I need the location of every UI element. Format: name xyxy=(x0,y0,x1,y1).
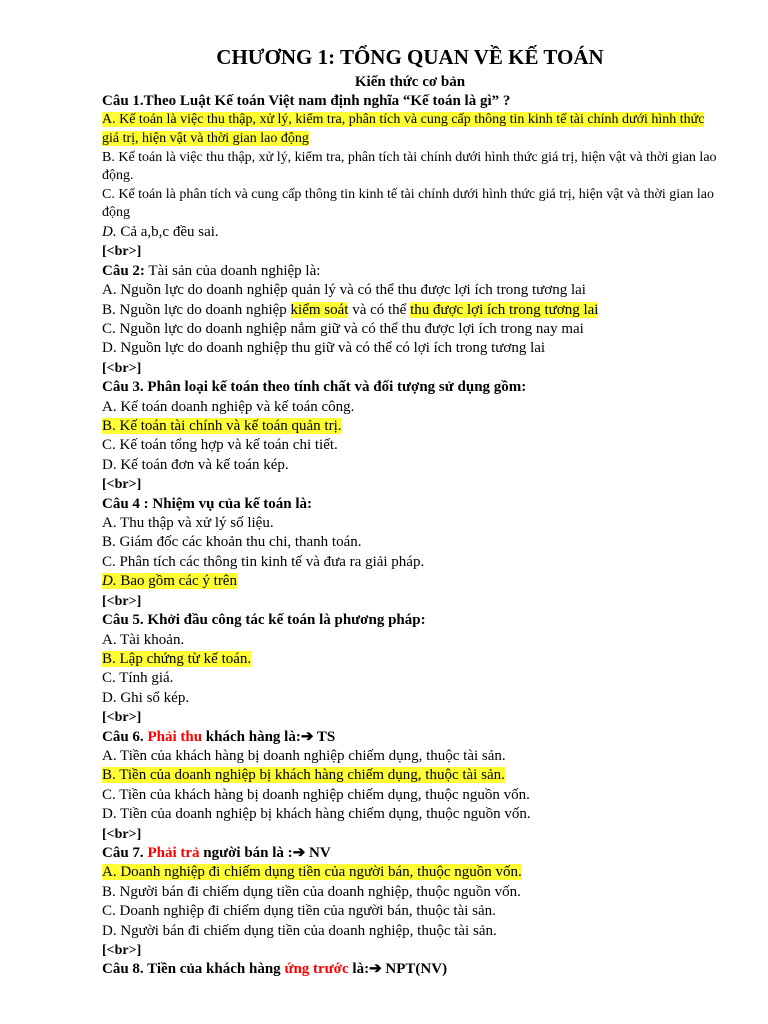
question-text: là: xyxy=(348,961,370,978)
option-letter: D. xyxy=(102,223,117,240)
category-tag: NV xyxy=(305,844,331,861)
question-text: Câu 6. xyxy=(102,728,148,745)
question-7-head xyxy=(102,844,718,863)
question-1-head: Câu 1.Theo Luật Kế toán Việt nam định nghĩa “Kế toán là gì” ? xyxy=(102,93,511,109)
emphasis-term: Phải trả xyxy=(147,844,200,861)
question-6-head xyxy=(102,728,718,747)
question-3-option-c: C. Kế toán tổng hợp và kế toán chi tiết. xyxy=(102,437,338,454)
answer-highlight: A. Doanh nghiệp đi chiếm dụng tiền của người bán, thuộc nguồn vốn. xyxy=(102,864,522,881)
arrow-icon: ➔ xyxy=(292,844,306,861)
question-4 xyxy=(102,495,718,611)
question-4-option-d xyxy=(102,572,718,591)
question-6 xyxy=(102,728,718,844)
question-6-option-b xyxy=(102,766,718,785)
question-7-option-c: C. Doanh nghiệp đi chiếm dụng tiền của người bán, thuộc tài sản. xyxy=(102,903,496,920)
question-5-head: Câu 5. Khởi đầu công tác kế toán là phương pháp: xyxy=(102,612,426,629)
question-3-option-d: D. Kế toán đơn và kế toán kép. xyxy=(102,456,289,473)
question-2-head xyxy=(102,262,718,281)
answer-highlight: kiểm soát xyxy=(290,301,349,318)
answer-highlight: B. Lập chứng từ kế toán. xyxy=(102,650,252,667)
option-letter: D. xyxy=(102,573,117,590)
emphasis-term: Phải thu xyxy=(147,728,203,745)
answer-highlight: thu được lợi ích trong tương lai xyxy=(410,301,599,318)
question-3-head: Câu 3. Phân loại kế toán theo tính chất và đối tượng sử dụng gồm: xyxy=(102,379,527,396)
category-tag: NPT(NV) xyxy=(381,961,448,978)
answer-highlight: A. Kế toán là việc thu thập, xử lý, kiểm tra, phân tích và cung cấp thông tin kinh tế tài chính dưới hình thức giá trị, hiện vật và thời gian lao động xyxy=(102,112,705,146)
br-marker: [<br>] xyxy=(102,244,142,260)
question-4-option-c: C. Phân tích các thông tin kinh tế và đưa ra giải pháp. xyxy=(102,553,425,570)
question-text: người bán là : xyxy=(199,844,293,861)
br-marker: [<br>] xyxy=(102,943,142,958)
question-text: khách hàng là: xyxy=(202,728,301,745)
option-text: Cả a,b,c đều sai. xyxy=(116,223,219,240)
question-3-option-a: A. Kế toán doanh nghiệp và kế toán công. xyxy=(102,398,355,415)
question-1-option-c: C. Kế toán là phân tích và cung cấp thông tin kinh tế tài chính dưới hình thức giá trị, hiện vật và thời gian lao động xyxy=(102,186,715,221)
question-1-option-b: B. Kế toán là việc thu thập, xử lý, kiểm tra, phân tích tài chính dưới hình thức giá trị, hiện vật và thời gian lao động. xyxy=(102,149,717,184)
question-2-text: Tài sản của doanh nghiệp là: xyxy=(144,262,321,279)
question-5-option-b xyxy=(102,650,718,669)
question-1-option-a xyxy=(102,111,718,148)
question-text: Câu 7. xyxy=(102,844,148,861)
chapter-subtitle: Kiến thức cơ bản xyxy=(354,74,466,90)
question-2-option-c: C. Nguồn lực do doanh nghiệp nắm giữ và có thể thu được lợi ích trong nay mai xyxy=(102,321,584,337)
question-7-option-b: B. Người bán đi chiếm dụng tiền của doanh nghiệp, thuộc nguồn vốn. xyxy=(102,883,521,900)
question-2-option-a: A. Nguồn lực do doanh nghiệp quản lý và có thể thu được lợi ích trong tương lai xyxy=(102,282,586,299)
question-2 xyxy=(102,262,718,378)
question-8-head xyxy=(102,960,718,979)
question-5-option-d: D. Ghi sổ kép. xyxy=(102,689,190,706)
question-2-option-d: D. Nguồn lực do doanh nghiệp thu giữ và có thể có lợi ích trong tương lai xyxy=(102,340,546,357)
question-3 xyxy=(102,378,718,494)
option-text: Bao gồm các ý trên xyxy=(116,573,237,590)
question-1-option-d xyxy=(102,223,718,242)
br-marker: [<br>] xyxy=(102,593,142,609)
question-5 xyxy=(102,611,718,727)
chapter-title: CHƯƠNG 1: TỔNG QUAN VỀ KẾ TOÁN xyxy=(216,45,604,69)
question-5-option-c: C. Tính giá. xyxy=(102,670,174,687)
question-3-option-b xyxy=(102,417,718,436)
question-6-option-c: C. Tiền của khách hàng bị doanh nghiệp chiếm dụng, thuộc nguồn vốn. xyxy=(102,786,530,803)
question-8 xyxy=(102,960,718,979)
br-marker: [<br>] xyxy=(102,710,142,726)
answer-highlight: B. Tiền của doanh nghiệp bị khách hàng chiếm dụng, thuộc tài sản. xyxy=(102,767,505,784)
option-text: và có thể xyxy=(348,301,411,318)
question-2-label: Câu 2: xyxy=(102,262,145,279)
question-1 xyxy=(102,92,718,262)
question-7-option-d: D. Người bán đi chiếm dụng tiền của doanh nghiệp, thuộc tài sản. xyxy=(102,922,497,939)
question-7 xyxy=(102,844,718,960)
question-7-option-a xyxy=(102,863,718,882)
option-text: B. Nguồn lực do doanh nghiệp xyxy=(102,301,291,318)
question-6-option-a: A. Tiền của khách hàng bị doanh nghiệp chiếm dụng, thuộc tài sản. xyxy=(102,747,506,764)
br-marker: [<br>] xyxy=(102,360,142,376)
question-4-option-b: B. Giám đốc các khoản thu chi, thanh toán. xyxy=(102,534,362,551)
br-marker: [<br>] xyxy=(102,826,142,842)
emphasis-term: ứng trước xyxy=(284,961,349,978)
arrow-icon: ➔ xyxy=(369,961,382,978)
answer-highlight: B. Kế toán tài chính và kế toán quản trị. xyxy=(102,418,342,435)
question-2-option-b xyxy=(102,301,718,320)
question-6-option-d: D. Tiền của doanh nghiệp bị khách hàng chiếm dụng, thuộc nguồn vốn. xyxy=(102,806,531,823)
question-text: Câu 8. Tiền của khách hàng xyxy=(102,961,285,978)
question-4-option-a: A. Thu thập và xử lý số liệu. xyxy=(102,515,274,532)
question-5-option-a: A. Tài khoản. xyxy=(102,631,185,648)
br-marker: [<br>] xyxy=(102,477,142,493)
arrow-icon: ➔ xyxy=(300,728,314,745)
answer-highlight xyxy=(102,573,237,589)
category-tag: TS xyxy=(313,728,336,745)
question-4-head: Câu 4 : Nhiệm vụ của kế toán là: xyxy=(102,495,313,512)
